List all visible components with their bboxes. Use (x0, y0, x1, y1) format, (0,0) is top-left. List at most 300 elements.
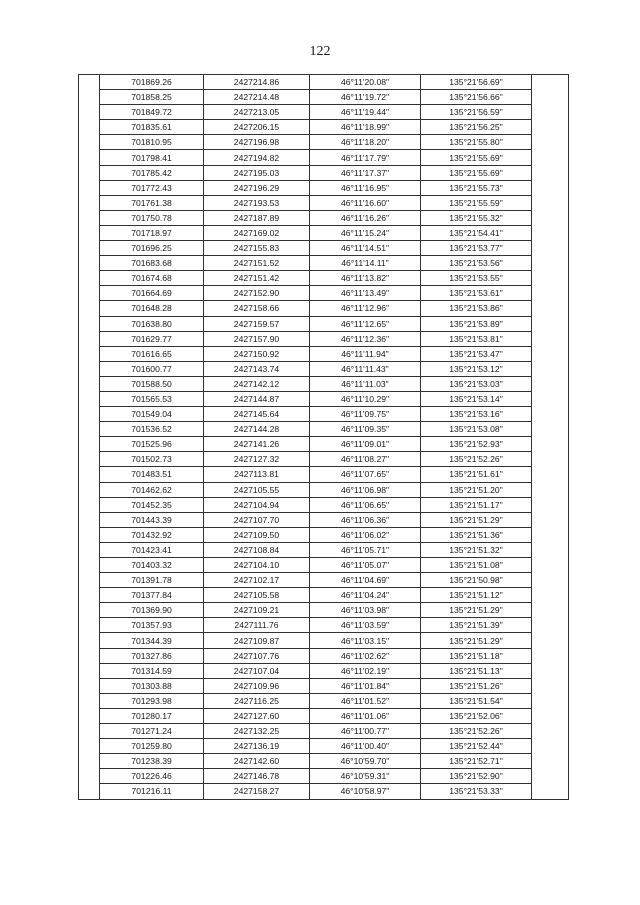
x-coordinate-cell: 701629.77 (100, 331, 204, 346)
longitude-cell: 135°21'51.13" (421, 663, 532, 678)
longitude-cell: 135°21'52.93" (421, 437, 532, 452)
table-row (79, 256, 569, 271)
y-coordinate-cell: 2427104.10 (204, 558, 310, 573)
longitude-cell: 135°21'55.80" (421, 135, 532, 150)
row-margin-cell (79, 90, 100, 105)
row-margin-cell (79, 437, 100, 452)
row-extra-cell (532, 558, 569, 573)
table-row (79, 437, 569, 452)
table-row (79, 346, 569, 361)
x-coordinate-cell: 701810.95 (100, 135, 204, 150)
row-extra-cell (532, 105, 569, 120)
row-extra-cell (532, 301, 569, 316)
row-margin-cell (79, 724, 100, 739)
longitude-cell: 135°21'51.36" (421, 527, 532, 542)
row-extra-cell (532, 135, 569, 150)
latitude-cell: 46°11'08.27" (310, 452, 421, 467)
table-row (79, 512, 569, 527)
latitude-cell: 46°11'14.11" (310, 256, 421, 271)
longitude-cell: 135°21'54.41" (421, 225, 532, 240)
row-margin-cell (79, 739, 100, 754)
y-coordinate-cell: 2427109.96 (204, 678, 310, 693)
row-margin-cell (79, 422, 100, 437)
x-coordinate-cell: 701664.69 (100, 286, 204, 301)
row-extra-cell (532, 693, 569, 708)
longitude-cell: 135°21'53.77" (421, 241, 532, 256)
row-margin-cell (79, 271, 100, 286)
row-margin-cell (79, 331, 100, 346)
table-row (79, 708, 569, 723)
y-coordinate-cell: 2427187.89 (204, 210, 310, 225)
longitude-cell: 135°21'52.90" (421, 769, 532, 784)
longitude-cell: 135°21'53.14" (421, 391, 532, 406)
row-extra-cell (532, 346, 569, 361)
y-coordinate-cell: 2427136.19 (204, 739, 310, 754)
latitude-cell: 46°11'09.75" (310, 407, 421, 422)
row-margin-cell (79, 165, 100, 180)
y-coordinate-cell: 2427127.60 (204, 708, 310, 723)
row-extra-cell (532, 497, 569, 512)
y-coordinate-cell: 2427143.74 (204, 361, 310, 376)
table-row (79, 618, 569, 633)
row-extra-cell (532, 165, 569, 180)
row-margin-cell (79, 648, 100, 663)
x-coordinate-cell: 701798.41 (100, 150, 204, 165)
row-margin-cell (79, 482, 100, 497)
x-coordinate-cell: 701835.61 (100, 120, 204, 135)
longitude-cell: 135°21'56.69" (421, 75, 532, 90)
x-coordinate-cell: 701238.39 (100, 754, 204, 769)
row-extra-cell (532, 180, 569, 195)
table-row (79, 120, 569, 135)
x-coordinate-cell: 701525.96 (100, 437, 204, 452)
row-extra-cell (532, 195, 569, 210)
x-coordinate-cell: 701314.59 (100, 663, 204, 678)
y-coordinate-cell: 2427194.82 (204, 150, 310, 165)
latitude-cell: 46°11'04.69" (310, 573, 421, 588)
y-coordinate-cell: 2427111.76 (204, 618, 310, 633)
x-coordinate-cell: 701391.78 (100, 573, 204, 588)
x-coordinate-cell: 701549.04 (100, 407, 204, 422)
row-extra-cell (532, 648, 569, 663)
row-margin-cell (79, 225, 100, 240)
latitude-cell: 46°11'12.36" (310, 331, 421, 346)
latitude-cell: 46°10'58.97" (310, 784, 421, 799)
row-extra-cell (532, 391, 569, 406)
longitude-cell: 135°21'51.26" (421, 678, 532, 693)
row-margin-cell (79, 301, 100, 316)
x-coordinate-cell: 701462.62 (100, 482, 204, 497)
x-coordinate-cell: 701502.73 (100, 452, 204, 467)
row-extra-cell (532, 210, 569, 225)
latitude-cell: 46°11'16.95" (310, 180, 421, 195)
row-margin-cell (79, 542, 100, 557)
table-row (79, 678, 569, 693)
x-coordinate-cell: 701216.11 (100, 784, 204, 799)
x-coordinate-cell: 701638.80 (100, 316, 204, 331)
row-margin-cell (79, 210, 100, 225)
table-row (79, 663, 569, 678)
row-margin-cell (79, 361, 100, 376)
latitude-cell: 46°11'06.02" (310, 527, 421, 542)
latitude-cell: 46°11'01.84" (310, 678, 421, 693)
latitude-cell: 46°11'05.71" (310, 542, 421, 557)
table-row (79, 286, 569, 301)
x-coordinate-cell: 701303.88 (100, 678, 204, 693)
y-coordinate-cell: 2427132.25 (204, 724, 310, 739)
row-margin-cell (79, 452, 100, 467)
row-margin-cell (79, 678, 100, 693)
row-margin-cell (79, 497, 100, 512)
latitude-cell: 46°11'11.43" (310, 361, 421, 376)
longitude-cell: 135°21'53.55" (421, 271, 532, 286)
row-extra-cell (532, 90, 569, 105)
table-row (79, 75, 569, 90)
y-coordinate-cell: 2427141.26 (204, 437, 310, 452)
row-margin-cell (79, 512, 100, 527)
x-coordinate-cell: 701377.84 (100, 588, 204, 603)
x-coordinate-cell: 701536.52 (100, 422, 204, 437)
longitude-cell: 135°21'51.61" (421, 467, 532, 482)
y-coordinate-cell: 2427102.17 (204, 573, 310, 588)
longitude-cell: 135°21'51.29" (421, 633, 532, 648)
latitude-cell: 46°11'12.96" (310, 301, 421, 316)
y-coordinate-cell: 2427146.78 (204, 769, 310, 784)
y-coordinate-cell: 2427193.53 (204, 195, 310, 210)
x-coordinate-cell: 701403.32 (100, 558, 204, 573)
table-row (79, 724, 569, 739)
y-coordinate-cell: 2427107.76 (204, 648, 310, 663)
x-coordinate-cell: 701616.65 (100, 346, 204, 361)
longitude-cell: 135°21'52.06" (421, 708, 532, 723)
row-margin-cell (79, 527, 100, 542)
row-margin-cell (79, 603, 100, 618)
row-extra-cell (532, 633, 569, 648)
table-row (79, 271, 569, 286)
longitude-cell: 135°21'51.18" (421, 648, 532, 663)
row-extra-cell (532, 708, 569, 723)
y-coordinate-cell: 2427155.83 (204, 241, 310, 256)
x-coordinate-cell: 701674.68 (100, 271, 204, 286)
latitude-cell: 46°11'16.26" (310, 210, 421, 225)
row-extra-cell (532, 482, 569, 497)
y-coordinate-cell: 2427109.21 (204, 603, 310, 618)
row-extra-cell (532, 150, 569, 165)
y-coordinate-cell: 2427196.98 (204, 135, 310, 150)
latitude-cell: 46°11'02.19" (310, 663, 421, 678)
latitude-cell: 46°11'10.29" (310, 391, 421, 406)
row-extra-cell (532, 452, 569, 467)
y-coordinate-cell: 2427158.66 (204, 301, 310, 316)
longitude-cell: 135°21'53.33" (421, 784, 532, 799)
page-number: 122 (309, 44, 331, 59)
table-row (79, 376, 569, 391)
latitude-cell: 46°11'01.52" (310, 693, 421, 708)
coordinates-table-body (79, 75, 569, 800)
y-coordinate-cell: 2427144.87 (204, 391, 310, 406)
latitude-cell: 46°11'11.94" (310, 346, 421, 361)
row-margin-cell (79, 708, 100, 723)
latitude-cell: 46°11'18.20" (310, 135, 421, 150)
y-coordinate-cell: 2427142.60 (204, 754, 310, 769)
y-coordinate-cell: 2427104.94 (204, 497, 310, 512)
y-coordinate-cell: 2427127.32 (204, 452, 310, 467)
longitude-cell: 135°21'53.03" (421, 376, 532, 391)
latitude-cell: 46°10'59.70" (310, 754, 421, 769)
longitude-cell: 135°21'53.61" (421, 286, 532, 301)
row-margin-cell (79, 150, 100, 165)
row-extra-cell (532, 467, 569, 482)
longitude-cell: 135°21'52.71" (421, 754, 532, 769)
y-coordinate-cell: 2427213.05 (204, 105, 310, 120)
row-margin-cell (79, 391, 100, 406)
longitude-cell: 135°21'53.86" (421, 301, 532, 316)
table-row (79, 135, 569, 150)
longitude-cell: 135°21'51.20" (421, 482, 532, 497)
y-coordinate-cell: 2427195.03 (204, 165, 310, 180)
latitude-cell: 46°11'03.98" (310, 603, 421, 618)
x-coordinate-cell: 701858.25 (100, 90, 204, 105)
row-margin-cell (79, 784, 100, 799)
row-extra-cell (532, 784, 569, 799)
x-coordinate-cell: 701280.17 (100, 708, 204, 723)
table-row (79, 165, 569, 180)
y-coordinate-cell: 2427144.28 (204, 422, 310, 437)
y-coordinate-cell: 2427159.57 (204, 316, 310, 331)
x-coordinate-cell: 701869.26 (100, 75, 204, 90)
row-margin-cell (79, 693, 100, 708)
table-row (79, 633, 569, 648)
row-margin-cell (79, 407, 100, 422)
table-row (79, 105, 569, 120)
y-coordinate-cell: 2427157.90 (204, 331, 310, 346)
latitude-cell: 46°11'13.82" (310, 271, 421, 286)
latitude-cell: 46°11'19.72" (310, 90, 421, 105)
x-coordinate-cell: 701683.68 (100, 256, 204, 271)
longitude-cell: 135°21'51.39" (421, 618, 532, 633)
table-row (79, 241, 569, 256)
row-margin-cell (79, 256, 100, 271)
row-margin-cell (79, 633, 100, 648)
row-margin-cell (79, 754, 100, 769)
row-extra-cell (532, 316, 569, 331)
longitude-cell: 135°21'56.59" (421, 105, 532, 120)
row-extra-cell (532, 663, 569, 678)
latitude-cell: 46°11'17.79" (310, 150, 421, 165)
table-row (79, 391, 569, 406)
y-coordinate-cell: 2427196.29 (204, 180, 310, 195)
table-row (79, 784, 569, 799)
row-extra-cell (532, 437, 569, 452)
longitude-cell: 135°21'50.98" (421, 573, 532, 588)
x-coordinate-cell: 701785.42 (100, 165, 204, 180)
y-coordinate-cell: 2427151.42 (204, 271, 310, 286)
y-coordinate-cell: 2427107.04 (204, 663, 310, 678)
longitude-cell: 135°21'53.16" (421, 407, 532, 422)
row-margin-cell (79, 346, 100, 361)
row-extra-cell (532, 573, 569, 588)
x-coordinate-cell: 701718.97 (100, 225, 204, 240)
latitude-cell: 46°11'04.24" (310, 588, 421, 603)
x-coordinate-cell: 701565.53 (100, 391, 204, 406)
latitude-cell: 46°11'19.44" (310, 105, 421, 120)
x-coordinate-cell: 701452.35 (100, 497, 204, 512)
longitude-cell: 135°21'52.44" (421, 739, 532, 754)
latitude-cell: 46°11'02.62" (310, 648, 421, 663)
x-coordinate-cell: 701369.90 (100, 603, 204, 618)
row-margin-cell (79, 769, 100, 784)
coordinates-table (78, 74, 569, 800)
y-coordinate-cell: 2427108.84 (204, 542, 310, 557)
row-margin-cell (79, 105, 100, 120)
table-row (79, 301, 569, 316)
row-extra-cell (532, 542, 569, 557)
y-coordinate-cell: 2427105.58 (204, 588, 310, 603)
latitude-cell: 46°11'20.08" (310, 75, 421, 90)
row-extra-cell (532, 769, 569, 784)
table-row (79, 603, 569, 618)
table-row (79, 316, 569, 331)
longitude-cell: 135°21'53.12" (421, 361, 532, 376)
y-coordinate-cell: 2427214.86 (204, 75, 310, 90)
longitude-cell: 135°21'55.59" (421, 195, 532, 210)
latitude-cell: 46°11'17.37" (310, 165, 421, 180)
y-coordinate-cell: 2427145.64 (204, 407, 310, 422)
y-coordinate-cell: 2427214.48 (204, 90, 310, 105)
table-row (79, 195, 569, 210)
longitude-cell: 135°21'53.89" (421, 316, 532, 331)
y-coordinate-cell: 2427109.50 (204, 527, 310, 542)
y-coordinate-cell: 2427109.87 (204, 633, 310, 648)
x-coordinate-cell: 701483.51 (100, 467, 204, 482)
latitude-cell: 46°11'06.98" (310, 482, 421, 497)
row-margin-cell (79, 241, 100, 256)
y-coordinate-cell: 2427152.90 (204, 286, 310, 301)
table-row (79, 542, 569, 557)
row-margin-cell (79, 376, 100, 391)
latitude-cell: 46°11'03.15" (310, 633, 421, 648)
row-margin-cell (79, 120, 100, 135)
row-extra-cell (532, 588, 569, 603)
row-extra-cell (532, 603, 569, 618)
longitude-cell: 135°21'56.25" (421, 120, 532, 135)
row-margin-cell (79, 467, 100, 482)
row-extra-cell (532, 256, 569, 271)
row-extra-cell (532, 241, 569, 256)
y-coordinate-cell: 2427158.27 (204, 784, 310, 799)
table-row (79, 648, 569, 663)
longitude-cell: 135°21'53.47" (421, 346, 532, 361)
y-coordinate-cell: 2427150.92 (204, 346, 310, 361)
x-coordinate-cell: 701271.24 (100, 724, 204, 739)
longitude-cell: 135°21'51.08" (421, 558, 532, 573)
row-extra-cell (532, 512, 569, 527)
x-coordinate-cell: 701648.28 (100, 301, 204, 316)
row-margin-cell (79, 558, 100, 573)
x-coordinate-cell: 701600.77 (100, 361, 204, 376)
latitude-cell: 46°11'01.06" (310, 708, 421, 723)
row-margin-cell (79, 573, 100, 588)
latitude-cell: 46°11'07.65" (310, 467, 421, 482)
row-margin-cell (79, 588, 100, 603)
x-coordinate-cell: 701849.72 (100, 105, 204, 120)
latitude-cell: 46°11'11.03" (310, 376, 421, 391)
row-margin-cell (79, 135, 100, 150)
latitude-cell: 46°11'13.49" (310, 286, 421, 301)
y-coordinate-cell: 2427169.02 (204, 225, 310, 240)
row-extra-cell (532, 724, 569, 739)
x-coordinate-cell: 701344.39 (100, 633, 204, 648)
x-coordinate-cell: 701423.41 (100, 542, 204, 557)
x-coordinate-cell: 701327.86 (100, 648, 204, 663)
table-row (79, 693, 569, 708)
x-coordinate-cell: 701443.39 (100, 512, 204, 527)
row-extra-cell (532, 754, 569, 769)
longitude-cell: 135°21'55.69" (421, 165, 532, 180)
row-margin-cell (79, 180, 100, 195)
longitude-cell: 135°21'53.08" (421, 422, 532, 437)
x-coordinate-cell: 701761.38 (100, 195, 204, 210)
table-row (79, 150, 569, 165)
table-row (79, 558, 569, 573)
row-margin-cell (79, 663, 100, 678)
latitude-cell: 46°11'14.51" (310, 241, 421, 256)
longitude-cell: 135°21'53.56" (421, 256, 532, 271)
longitude-cell: 135°21'51.29" (421, 603, 532, 618)
row-extra-cell (532, 407, 569, 422)
longitude-cell: 135°21'55.69" (421, 150, 532, 165)
table-row (79, 422, 569, 437)
row-margin-cell (79, 316, 100, 331)
x-coordinate-cell: 701226.46 (100, 769, 204, 784)
longitude-cell: 135°21'55.32" (421, 210, 532, 225)
longitude-cell: 135°21'51.54" (421, 693, 532, 708)
table-row (79, 739, 569, 754)
table-row (79, 527, 569, 542)
row-extra-cell (532, 527, 569, 542)
y-coordinate-cell: 2427116.25 (204, 693, 310, 708)
y-coordinate-cell: 2427107.70 (204, 512, 310, 527)
row-margin-cell (79, 286, 100, 301)
latitude-cell: 46°11'03.59" (310, 618, 421, 633)
table-row (79, 482, 569, 497)
latitude-cell: 46°11'00.77" (310, 724, 421, 739)
latitude-cell: 46°11'18.99" (310, 120, 421, 135)
longitude-cell: 135°21'53.81" (421, 331, 532, 346)
table-row (79, 225, 569, 240)
latitude-cell: 46°11'09.01" (310, 437, 421, 452)
longitude-cell: 135°21'52.26" (421, 452, 532, 467)
x-coordinate-cell: 701750.78 (100, 210, 204, 225)
y-coordinate-cell: 2427151.52 (204, 256, 310, 271)
latitude-cell: 46°11'12.65" (310, 316, 421, 331)
table-row (79, 497, 569, 512)
longitude-cell: 135°21'52.26" (421, 724, 532, 739)
table-row (79, 769, 569, 784)
latitude-cell: 46°11'05.07" (310, 558, 421, 573)
longitude-cell: 135°21'51.12" (421, 588, 532, 603)
row-extra-cell (532, 739, 569, 754)
x-coordinate-cell: 701293.98 (100, 693, 204, 708)
row-extra-cell (532, 225, 569, 240)
row-extra-cell (532, 376, 569, 391)
longitude-cell: 135°21'56.66" (421, 90, 532, 105)
row-margin-cell (79, 195, 100, 210)
x-coordinate-cell: 701357.93 (100, 618, 204, 633)
y-coordinate-cell: 2427142.12 (204, 376, 310, 391)
y-coordinate-cell: 2427105.55 (204, 482, 310, 497)
latitude-cell: 46°10'59.31" (310, 769, 421, 784)
